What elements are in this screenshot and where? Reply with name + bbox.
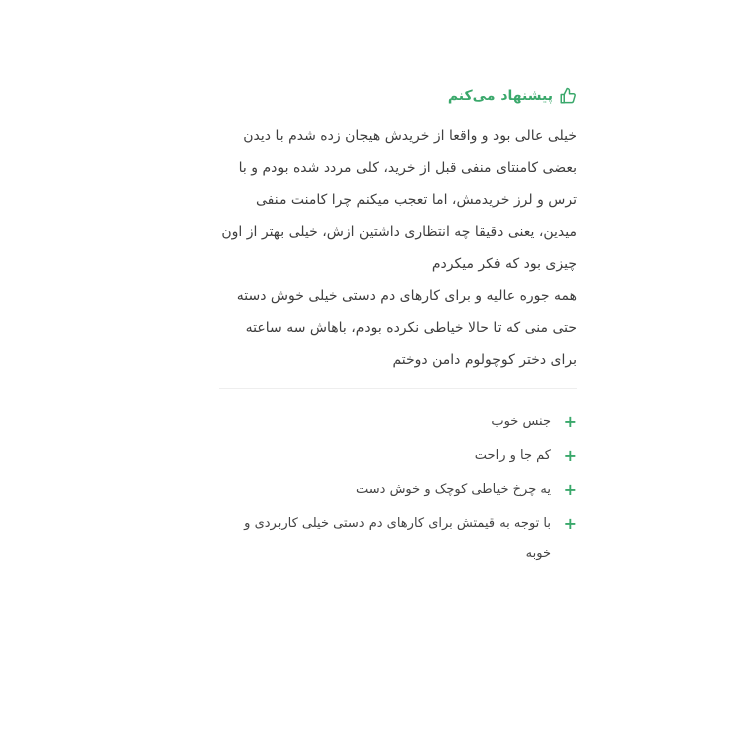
pros-item [219, 475, 577, 505]
pros-item [219, 441, 577, 471]
pros-item-text: کم جا و راحت [474, 448, 551, 463]
recommendation-label: پیشنهاد می‌کنم [447, 88, 553, 104]
review-body [219, 120, 577, 376]
pros-item-text: یه چرخ خیاطی کوچک و خوش دست [355, 482, 551, 497]
pros-item [219, 407, 577, 437]
review-paragraph: خیلی عالی بود و واقعا از خریدش هیجان زده شدم با دیدن بعضی کامنتای منفی قبل از خرید، کلی مردد شده بودم و با ترس و لرز خریدمش، اما تعجب میکنم چرا کامنت منفی میدین، یعنی دقیقا چه انتظاری داشتین ازش، خیلی بهتر از اون چیزی بود که فکر میکردم [221, 128, 577, 272]
plus-icon: + [563, 514, 577, 533]
plus-icon: + [563, 480, 577, 499]
recommendation-badge [219, 82, 577, 110]
pros-item-text: جنس خوب [491, 414, 551, 429]
review-paragraph: حتی منی که تا حالا خیاطی نکرده بودم، باهاش سه ساعته برای دختر کوچولوم دامن دوختم [245, 320, 577, 368]
pros-item [219, 509, 577, 569]
divider [219, 388, 577, 389]
pros-item-text: با توجه به قیمتش برای کارهای دم دستی خیلی کاربردی و خوبه [244, 516, 551, 561]
plus-icon: + [563, 412, 577, 431]
review-paragraph: همه جوره عالیه و برای کارهای دم دستی خیلی خوش دسته [236, 288, 577, 304]
review-card [219, 82, 577, 573]
thumbs-up-icon [559, 87, 577, 105]
plus-icon: + [563, 446, 577, 465]
pros-list [219, 407, 577, 569]
